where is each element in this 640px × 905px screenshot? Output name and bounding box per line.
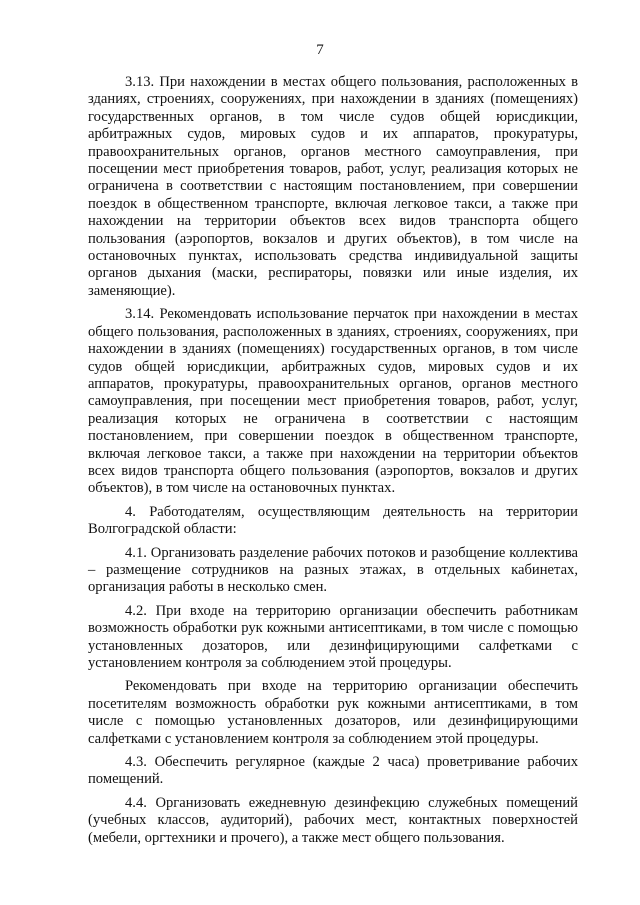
paragraph-3-14: 3.14. Рекомендовать использование перчаток при нахождении в местах общего пользования, расположенных в зданиях, строениях, сооружениях, при нахождении в зданиях (помещениях) государственных органов, в том числе судов общей юрисдикции, арбитражных судов, мировых судов и их аппаратов, прокуратуры, правоохранительных органов, органов местного самоуправления, при посещении мест приобретения товаров, работ, услуг, реализация которых не ограничена в соответствии с настоящим постановлением, при совершении поездок в общественном транспорте, включая легковое такси, а также при нахождении на территории объектов всех видов транспорта общего пользования (аэропортов, вокзалов и других объектов), в том числе на остановочных пунктах. (88, 306, 578, 497)
document-body (88, 74, 578, 853)
page-number: 7 (316, 42, 324, 58)
paragraph-4: 4. Работодателям, осуществляющим деятельность на территории Волгоградской области: (88, 503, 578, 538)
paragraph-4-1: 4.1. Организовать разделение рабочих потоков и разобщение коллектива – размещение сотрудников на разных этажах, в отдельных кабинетах, организация работы в несколько смен. (88, 544, 578, 596)
paragraph-4-2-recommendation: Рекомендовать при входе на территорию организации обеспечить посетителям возможность обработки рук кожными антисептиками, в том числе с помощью установленных дозаторов, или дезинфицирующими салфетками с установлением контроля за соблюдением этой процедуры. (88, 678, 578, 747)
paragraph-4-2: 4.2. При входе на территорию организации обеспечить работникам возможность обработки рук кожными антисептиками, в том числе с помощью установленных дозаторов, или дезинфицирующими салфетками с установлением контроля за соблюдением этой процедуры. (88, 602, 578, 671)
paragraph-4-3: 4.3. Обеспечить регулярное (каждые 2 часа) проветривание рабочих помещений. (88, 754, 578, 788)
paragraph-4-4: 4.4. Организовать ежедневную дезинфекцию служебных помещений (учебных классов, аудиторий), рабочих мест, контактных поверхностей (мебели, оргтехники и прочего), а также мест общего пользования. (88, 794, 578, 846)
paragraph-3-13: 3.13. При нахождении в местах общего пользования, расположенных в зданиях, строениях, сооружениях, при нахождении в зданиях (помещениях) государственных органов, в том числе судов общей юрисдикции, арбитражных судов, мировых судов и их аппаратов, прокуратуры, правоохранительных органов, органов местного самоуправления, при посещении мест приобретения товаров, работ, услуг, реализация которых не ограничена в соответствии с настоящим постановлением, при совершении поездок в общественном транспорте, включая легковое такси, а также при нахождении на территории объектов всех видов транспорта общего пользования (аэропортов, вокзалов и других объектов), в том числе на остановочных пунктах, использовать средства индивидуальной защиты органов дыхания (маски, респираторы, повязки или иные изделия, их заменяющие). (88, 74, 578, 299)
